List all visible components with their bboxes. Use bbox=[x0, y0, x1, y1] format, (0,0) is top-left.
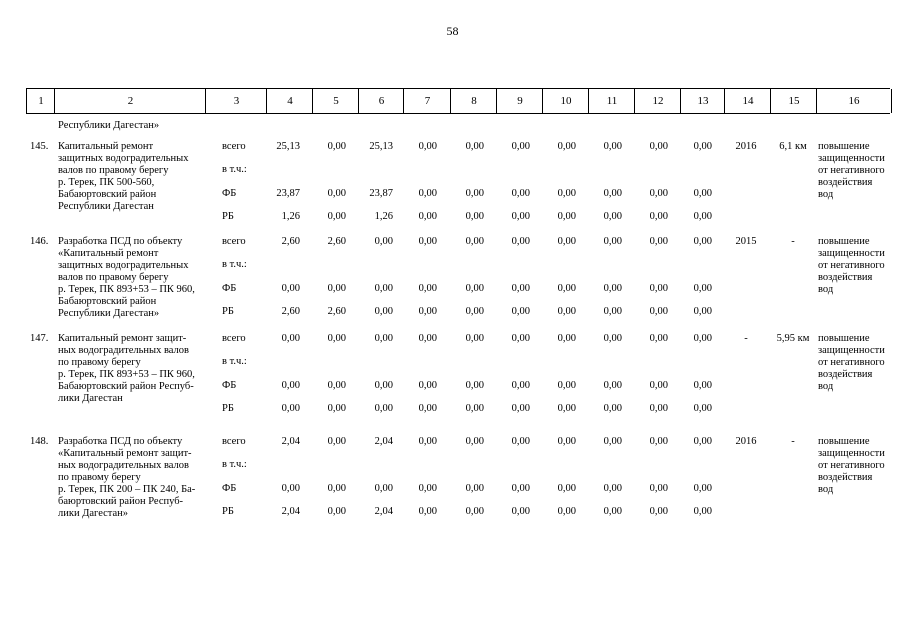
funding-label: в т.ч.: bbox=[222, 356, 247, 367]
header-col-4: 4 bbox=[266, 89, 313, 113]
value-cell: 0,00 bbox=[465, 506, 484, 517]
object-name-line: Бабаюртовский район Респуб- bbox=[58, 381, 194, 392]
value-cell: 1,26 bbox=[281, 211, 300, 222]
value-cell: 0,00 bbox=[465, 141, 484, 152]
value-cell: 0,00 bbox=[418, 380, 437, 391]
value-cell: 0,00 bbox=[649, 380, 668, 391]
purpose-line: вод bbox=[818, 189, 834, 200]
value-cell: 0,00 bbox=[281, 333, 300, 344]
value-cell: 0,00 bbox=[649, 506, 668, 517]
row-number: 148. bbox=[30, 436, 49, 447]
value-cell: 0,00 bbox=[465, 283, 484, 294]
value-cell: 0,00 bbox=[693, 306, 712, 317]
funding-label: РБ bbox=[222, 403, 234, 414]
header-col-13: 13 bbox=[680, 89, 725, 113]
funding-label: РБ bbox=[222, 506, 234, 517]
purpose-line: от негативного bbox=[818, 357, 885, 368]
value-cell: 0,00 bbox=[465, 483, 484, 494]
object-name-line: Республики Дагестан bbox=[58, 201, 154, 212]
value-cell: 0,00 bbox=[418, 483, 437, 494]
object-name-line: валов по правому берегу bbox=[58, 165, 169, 176]
funding-label: РБ bbox=[222, 211, 234, 222]
value-cell: 0,00 bbox=[465, 188, 484, 199]
object-name-line: защитных водоградительных bbox=[58, 260, 189, 271]
header-col-9: 9 bbox=[496, 89, 543, 113]
object-name-line: Разработка ПСД по объекту bbox=[58, 436, 183, 447]
header-col-10: 10 bbox=[542, 89, 589, 113]
purpose-line: от негативного bbox=[818, 260, 885, 271]
header-col-2: 2 bbox=[54, 89, 206, 113]
value-cell: 0,00 bbox=[649, 333, 668, 344]
value-cell: 0,00 bbox=[649, 188, 668, 199]
object-name-line: Республики Дагестан» bbox=[58, 308, 160, 319]
value-cell: 0,00 bbox=[281, 403, 300, 414]
value-cell: 0,00 bbox=[693, 283, 712, 294]
object-name-line: лики Дагестан bbox=[58, 393, 123, 404]
row-number: 145. bbox=[30, 141, 49, 152]
value-cell: 0,00 bbox=[418, 506, 437, 517]
value-cell: 0,00 bbox=[465, 436, 484, 447]
value-cell: 0,00 bbox=[649, 236, 668, 247]
page-number: 58 bbox=[446, 24, 459, 38]
funding-label: ФБ bbox=[222, 188, 237, 199]
value-cell: 0,00 bbox=[281, 283, 300, 294]
value-cell: 0,00 bbox=[511, 506, 530, 517]
purpose-line: защищенности bbox=[818, 248, 885, 259]
value-cell: 0,00 bbox=[465, 306, 484, 317]
purpose-line: повышение bbox=[818, 333, 870, 344]
funding-label: ФБ bbox=[222, 483, 237, 494]
value-cell: 2,04 bbox=[374, 436, 393, 447]
value-cell: 0,00 bbox=[649, 306, 668, 317]
object-name-line: Бабаюртовский район bbox=[58, 189, 157, 200]
value-cell: 0,00 bbox=[603, 403, 622, 414]
value-cell: 0,00 bbox=[693, 236, 712, 247]
value-cell: 0,00 bbox=[511, 333, 530, 344]
value-cell: 0,00 bbox=[557, 483, 576, 494]
value-cell: 0,00 bbox=[693, 483, 712, 494]
value-cell: 25,13 bbox=[276, 141, 300, 152]
value-cell: 0,00 bbox=[557, 436, 576, 447]
value-cell: 0,00 bbox=[603, 506, 622, 517]
value-cell: 0,00 bbox=[374, 380, 393, 391]
funding-label: в т.ч.: bbox=[222, 259, 247, 270]
year-cell: 2016 bbox=[735, 436, 757, 447]
header-col-14: 14 bbox=[724, 89, 771, 113]
value-cell: 0,00 bbox=[418, 403, 437, 414]
purpose-line: защищенности bbox=[818, 448, 885, 459]
object-name-line: защитных водоградительных bbox=[58, 153, 189, 164]
value-cell: 0,00 bbox=[557, 306, 576, 317]
header-col-11: 11 bbox=[588, 89, 635, 113]
object-name-line: лики Дагестан» bbox=[58, 508, 129, 519]
object-name-line: Бабаюртовский район bbox=[58, 296, 157, 307]
funding-label: всего bbox=[222, 436, 246, 447]
value-cell: 0,00 bbox=[649, 403, 668, 414]
value-cell: 0,00 bbox=[511, 483, 530, 494]
purpose-line: защищенности bbox=[818, 153, 885, 164]
value-cell: 0,00 bbox=[693, 380, 712, 391]
object-name-line: Капитальный ремонт bbox=[58, 141, 154, 152]
value-cell: 0,00 bbox=[649, 141, 668, 152]
value-cell: 0,00 bbox=[327, 436, 346, 447]
purpose-line: защищенности bbox=[818, 345, 885, 356]
value-cell: 0,00 bbox=[649, 483, 668, 494]
value-cell: 0,00 bbox=[603, 211, 622, 222]
value-cell: 0,00 bbox=[327, 333, 346, 344]
purpose-line: вод bbox=[818, 484, 834, 495]
value-cell: 0,00 bbox=[511, 436, 530, 447]
value-cell: 0,00 bbox=[465, 333, 484, 344]
value-cell: 0,00 bbox=[418, 211, 437, 222]
object-name-line: р. Терек, ПК 893+53 – ПК 960, bbox=[58, 284, 195, 295]
header-col-3: 3 bbox=[205, 89, 267, 113]
value-cell: 0,00 bbox=[603, 436, 622, 447]
value-cell: 2,04 bbox=[281, 436, 300, 447]
object-name-line: Разработка ПСД по объекту bbox=[58, 236, 183, 247]
header-col-1: 1 bbox=[26, 89, 55, 113]
value-cell: 0,00 bbox=[418, 306, 437, 317]
value-cell: 0,00 bbox=[418, 141, 437, 152]
value-cell: 0,00 bbox=[649, 436, 668, 447]
value-cell: 0,00 bbox=[693, 188, 712, 199]
value-cell: 0,00 bbox=[418, 333, 437, 344]
length-cell: - bbox=[791, 436, 795, 447]
object-name-line: р. Терек, ПК 500-560, bbox=[58, 177, 155, 188]
value-cell: 0,00 bbox=[511, 141, 530, 152]
object-name-line: баюртовский район Респуб- bbox=[58, 496, 184, 507]
value-cell: 0,00 bbox=[693, 141, 712, 152]
object-name-line: ных водоградительных валов bbox=[58, 345, 189, 356]
value-cell: 23,87 bbox=[276, 188, 300, 199]
row-number: 146. bbox=[30, 236, 49, 247]
value-cell: 0,00 bbox=[603, 283, 622, 294]
funding-label: всего bbox=[222, 236, 246, 247]
value-cell: 0,00 bbox=[693, 403, 712, 414]
value-cell: 0,00 bbox=[511, 283, 530, 294]
funding-label: в т.ч.: bbox=[222, 459, 247, 470]
value-cell: 2,60 bbox=[327, 306, 346, 317]
value-cell: 0,00 bbox=[465, 211, 484, 222]
value-cell: 0,00 bbox=[557, 403, 576, 414]
purpose-line: воздействия bbox=[818, 472, 873, 483]
value-cell: 0,00 bbox=[511, 306, 530, 317]
funding-label: ФБ bbox=[222, 283, 237, 294]
continuation-text: Республики Дагестан» bbox=[58, 120, 160, 131]
funding-label: РБ bbox=[222, 306, 234, 317]
value-cell: 0,00 bbox=[557, 380, 576, 391]
purpose-line: повышение bbox=[818, 236, 870, 247]
value-cell: 0,00 bbox=[557, 283, 576, 294]
value-cell: 0,00 bbox=[374, 283, 393, 294]
value-cell: 0,00 bbox=[327, 211, 346, 222]
value-cell: 0,00 bbox=[374, 403, 393, 414]
value-cell: 0,00 bbox=[465, 236, 484, 247]
value-cell: 0,00 bbox=[281, 483, 300, 494]
object-name-line: ных водоградительных валов bbox=[58, 460, 189, 471]
value-cell: 0,00 bbox=[603, 306, 622, 317]
value-cell: 0,00 bbox=[374, 333, 393, 344]
value-cell: 0,00 bbox=[511, 188, 530, 199]
header-col-12: 12 bbox=[634, 89, 681, 113]
object-name-line: р. Терек, ПК 200 – ПК 240, Ба- bbox=[58, 484, 196, 495]
funding-label: ФБ bbox=[222, 380, 237, 391]
value-cell: 0,00 bbox=[693, 506, 712, 517]
purpose-line: от негативного bbox=[818, 460, 885, 471]
object-name-line: «Капитальный ремонт bbox=[58, 248, 159, 259]
funding-label: в т.ч.: bbox=[222, 164, 247, 175]
funding-label: всего bbox=[222, 333, 246, 344]
value-cell: 0,00 bbox=[649, 283, 668, 294]
value-cell: 0,00 bbox=[327, 483, 346, 494]
purpose-line: воздействия bbox=[818, 272, 873, 283]
value-cell: 0,00 bbox=[557, 236, 576, 247]
value-cell: 0,00 bbox=[557, 141, 576, 152]
purpose-line: воздействия bbox=[818, 177, 873, 188]
value-cell: 25,13 bbox=[369, 141, 393, 152]
purpose-line: от негативного bbox=[818, 165, 885, 176]
value-cell: 0,00 bbox=[511, 380, 530, 391]
value-cell: 0,00 bbox=[418, 436, 437, 447]
year-cell: 2016 bbox=[735, 141, 757, 152]
value-cell: 0,00 bbox=[418, 283, 437, 294]
value-cell: 0,00 bbox=[327, 506, 346, 517]
value-cell: 0,00 bbox=[327, 380, 346, 391]
value-cell: 0,00 bbox=[557, 211, 576, 222]
value-cell: 1,26 bbox=[374, 211, 393, 222]
value-cell: 2,60 bbox=[281, 236, 300, 247]
value-cell: 0,00 bbox=[374, 483, 393, 494]
value-cell: 0,00 bbox=[557, 506, 576, 517]
value-cell: 0,00 bbox=[511, 236, 530, 247]
header-col-8: 8 bbox=[450, 89, 497, 113]
row-number: 147. bbox=[30, 333, 49, 344]
value-cell: 0,00 bbox=[693, 436, 712, 447]
purpose-line: повышение bbox=[818, 436, 870, 447]
purpose-line: повышение bbox=[818, 141, 870, 152]
value-cell: 0,00 bbox=[374, 306, 393, 317]
purpose-line: вод bbox=[818, 284, 834, 295]
value-cell: 0,00 bbox=[465, 403, 484, 414]
value-cell: 0,00 bbox=[281, 380, 300, 391]
header-col-15: 15 bbox=[770, 89, 817, 113]
object-name-line: валов по правому берегу bbox=[58, 272, 169, 283]
header-col-7: 7 bbox=[403, 89, 451, 113]
value-cell: 0,00 bbox=[418, 236, 437, 247]
object-name-line: «Капитальный ремонт защит- bbox=[58, 448, 192, 459]
value-cell: 2,04 bbox=[374, 506, 393, 517]
value-cell: 0,00 bbox=[693, 211, 712, 222]
value-cell: 2,04 bbox=[281, 506, 300, 517]
value-cell: 0,00 bbox=[327, 283, 346, 294]
value-cell: 0,00 bbox=[374, 236, 393, 247]
value-cell: 23,87 bbox=[369, 188, 393, 199]
year-cell: - bbox=[744, 333, 748, 344]
year-cell: 2015 bbox=[735, 236, 757, 247]
funding-label: всего bbox=[222, 141, 246, 152]
length-cell: 5,95 км bbox=[776, 333, 810, 344]
value-cell: 0,00 bbox=[418, 188, 437, 199]
value-cell: 2,60 bbox=[327, 236, 346, 247]
value-cell: 0,00 bbox=[511, 211, 530, 222]
value-cell: 0,00 bbox=[327, 141, 346, 152]
length-cell: - bbox=[791, 236, 795, 247]
table-header bbox=[26, 88, 890, 114]
value-cell: 0,00 bbox=[693, 333, 712, 344]
purpose-line: воздействия bbox=[818, 369, 873, 380]
object-name-line: р. Терек, ПК 893+53 – ПК 960, bbox=[58, 369, 195, 380]
value-cell: 0,00 bbox=[603, 333, 622, 344]
value-cell: 0,00 bbox=[603, 141, 622, 152]
value-cell: 2,60 bbox=[281, 306, 300, 317]
value-cell: 0,00 bbox=[327, 403, 346, 414]
header-col-16: 16 bbox=[816, 89, 892, 113]
value-cell: 0,00 bbox=[557, 188, 576, 199]
value-cell: 0,00 bbox=[603, 380, 622, 391]
object-name-line: по правому берегу bbox=[58, 472, 141, 483]
value-cell: 0,00 bbox=[557, 333, 576, 344]
value-cell: 0,00 bbox=[603, 188, 622, 199]
purpose-line: вод bbox=[818, 381, 834, 392]
value-cell: 0,00 bbox=[603, 483, 622, 494]
value-cell: 0,00 bbox=[327, 188, 346, 199]
value-cell: 0,00 bbox=[649, 211, 668, 222]
header-col-5: 5 bbox=[312, 89, 359, 113]
value-cell: 0,00 bbox=[511, 403, 530, 414]
value-cell: 0,00 bbox=[465, 380, 484, 391]
value-cell: 0,00 bbox=[603, 236, 622, 247]
object-name-line: Капитальный ремонт защит- bbox=[58, 333, 187, 344]
object-name-line: по правому берегу bbox=[58, 357, 141, 368]
length-cell: 6,1 км bbox=[779, 141, 807, 152]
header-col-6: 6 bbox=[358, 89, 404, 113]
